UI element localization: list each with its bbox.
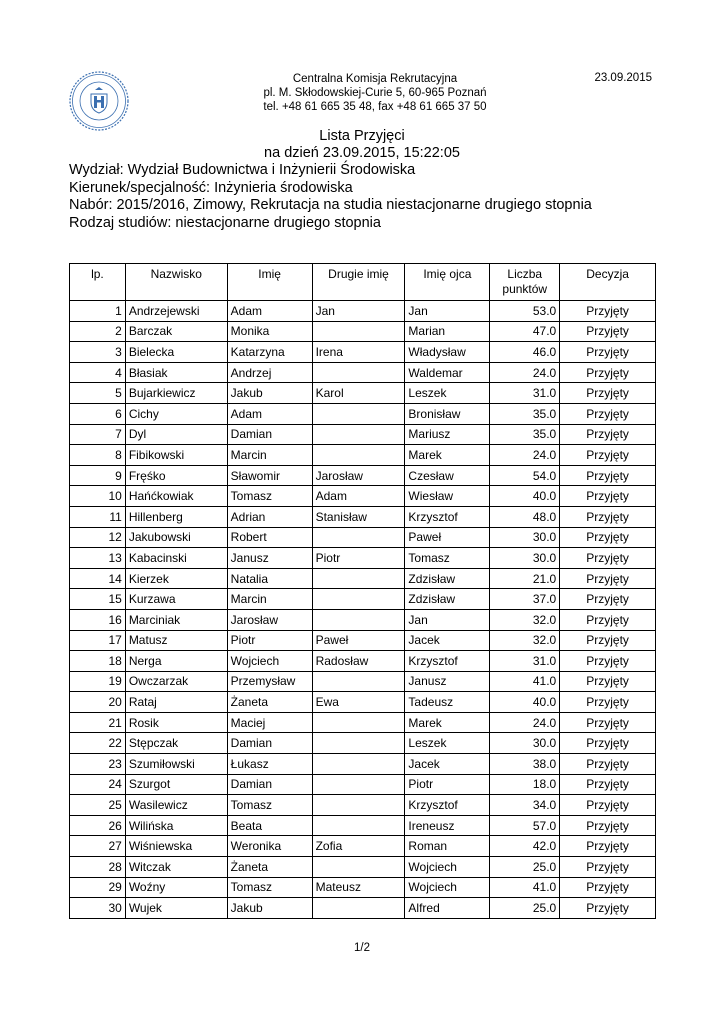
cell-lp: 25 bbox=[70, 795, 126, 816]
cell-lp: 22 bbox=[70, 733, 126, 754]
cell-lp: 1 bbox=[70, 301, 126, 322]
table-row bbox=[70, 692, 656, 713]
cell-drugie-imie bbox=[312, 609, 405, 630]
cell-decyzja: Przyjęty bbox=[560, 548, 656, 569]
cell-nazwisko: Nerga bbox=[125, 651, 227, 672]
cell-liczba-punktow: 37.0 bbox=[490, 589, 560, 610]
cell-drugie-imie: Piotr bbox=[312, 548, 405, 569]
cell-nazwisko: Barczak bbox=[125, 321, 227, 342]
table-row bbox=[70, 465, 656, 486]
table-row bbox=[70, 424, 656, 445]
cell-lp: 13 bbox=[70, 548, 126, 569]
cell-liczba-punktow: 30.0 bbox=[490, 548, 560, 569]
cell-nazwisko: Rataj bbox=[125, 692, 227, 713]
cell-imie: Adrian bbox=[227, 506, 312, 527]
cell-imie: Przemysław bbox=[227, 671, 312, 692]
cell-nazwisko: Kabacinski bbox=[125, 548, 227, 569]
cell-nazwisko: Fibikowski bbox=[125, 445, 227, 466]
cell-decyzja: Przyjęty bbox=[560, 424, 656, 445]
cell-imie: Łukasz bbox=[227, 754, 312, 775]
cell-liczba-punktow: 24.0 bbox=[490, 712, 560, 733]
table-row bbox=[70, 795, 656, 816]
cell-imie: Wojciech bbox=[227, 651, 312, 672]
cell-liczba-punktow: 30.0 bbox=[490, 733, 560, 754]
cell-drugie-imie bbox=[312, 527, 405, 548]
table-row bbox=[70, 342, 656, 363]
cell-lp: 26 bbox=[70, 815, 126, 836]
cell-liczba-punktow: 30.0 bbox=[490, 527, 560, 548]
cell-decyzja: Przyjęty bbox=[560, 321, 656, 342]
cell-lp: 30 bbox=[70, 898, 126, 919]
table-row bbox=[70, 651, 656, 672]
cell-drugie-imie: Zofia bbox=[312, 836, 405, 857]
university-seal-icon bbox=[68, 70, 130, 132]
cell-imie: Damian bbox=[227, 774, 312, 795]
cell-decyzja: Przyjęty bbox=[560, 445, 656, 466]
institution-header bbox=[210, 72, 540, 114]
document-title bbox=[0, 128, 724, 162]
table-row bbox=[70, 486, 656, 507]
cell-nazwisko: Bielecka bbox=[125, 342, 227, 363]
cell-imie-ojca: Marian bbox=[405, 321, 490, 342]
cell-drugie-imie bbox=[312, 403, 405, 424]
cell-drugie-imie bbox=[312, 445, 405, 466]
cell-liczba-punktow: 38.0 bbox=[490, 754, 560, 775]
cell-imie-ojca: Leszek bbox=[405, 733, 490, 754]
cell-drugie-imie: Ewa bbox=[312, 692, 405, 713]
cell-imie-ojca: Wiesław bbox=[405, 486, 490, 507]
cell-nazwisko: Owczarzak bbox=[125, 671, 227, 692]
table-row bbox=[70, 506, 656, 527]
table-row bbox=[70, 877, 656, 898]
cell-nazwisko: Fręśko bbox=[125, 465, 227, 486]
cell-nazwisko: Dyl bbox=[125, 424, 227, 445]
cell-drugie-imie: Irena bbox=[312, 342, 405, 363]
table-row bbox=[70, 898, 656, 919]
cell-decyzja: Przyjęty bbox=[560, 651, 656, 672]
cell-nazwisko: Kurzawa bbox=[125, 589, 227, 610]
cell-imie: Jarosław bbox=[227, 609, 312, 630]
cell-decyzja: Przyjęty bbox=[560, 589, 656, 610]
cell-imie-ojca: Mariusz bbox=[405, 424, 490, 445]
cell-decyzja: Przyjęty bbox=[560, 898, 656, 919]
cell-imie: Marcin bbox=[227, 445, 312, 466]
cell-nazwisko: Matusz bbox=[125, 630, 227, 651]
cell-imie-ojca: Paweł bbox=[405, 527, 490, 548]
cell-liczba-punktow: 24.0 bbox=[490, 445, 560, 466]
cell-imie-ojca: Czesław bbox=[405, 465, 490, 486]
table-row bbox=[70, 712, 656, 733]
cell-decyzja: Przyjęty bbox=[560, 754, 656, 775]
cell-imie: Żaneta bbox=[227, 692, 312, 713]
cell-lp: 4 bbox=[70, 362, 126, 383]
cell-nazwisko: Szurgot bbox=[125, 774, 227, 795]
institution-address: pl. M. Skłodowskiej-Curie 5, 60-965 Poznań bbox=[263, 87, 487, 99]
table-row bbox=[70, 403, 656, 424]
cell-drugie-imie bbox=[312, 898, 405, 919]
cell-decyzja: Przyjęty bbox=[560, 877, 656, 898]
cell-nazwisko: Woźny bbox=[125, 877, 227, 898]
cell-decyzja: Przyjęty bbox=[560, 486, 656, 507]
header-nazwisko: Nazwisko bbox=[125, 264, 227, 301]
title-line1: Lista Przyjęci bbox=[319, 128, 405, 144]
cell-imie-ojca: Piotr bbox=[405, 774, 490, 795]
cell-decyzja: Przyjęty bbox=[560, 857, 656, 878]
cell-imie: Tomasz bbox=[227, 486, 312, 507]
cell-imie-ojca: Jacek bbox=[405, 630, 490, 651]
table-row bbox=[70, 774, 656, 795]
cell-nazwisko: Wasilewicz bbox=[125, 795, 227, 816]
cell-drugie-imie bbox=[312, 568, 405, 589]
cell-decyzja: Przyjęty bbox=[560, 403, 656, 424]
table-row bbox=[70, 671, 656, 692]
cell-imie: Sławomir bbox=[227, 465, 312, 486]
table-header-row bbox=[70, 264, 656, 301]
cell-liczba-punktow: 41.0 bbox=[490, 671, 560, 692]
cell-lp: 23 bbox=[70, 754, 126, 775]
table-row bbox=[70, 589, 656, 610]
cell-nazwisko: Rosik bbox=[125, 712, 227, 733]
cell-liczba-punktow: 21.0 bbox=[490, 568, 560, 589]
cell-lp: 18 bbox=[70, 651, 126, 672]
page-number: 1/2 bbox=[354, 942, 370, 954]
cell-lp: 3 bbox=[70, 342, 126, 363]
cell-lp: 2 bbox=[70, 321, 126, 342]
recruitment-info bbox=[69, 162, 592, 232]
cell-decyzja: Przyjęty bbox=[560, 568, 656, 589]
cell-liczba-punktow: 25.0 bbox=[490, 857, 560, 878]
cell-decyzja: Przyjęty bbox=[560, 383, 656, 404]
cell-liczba-punktow: 25.0 bbox=[490, 898, 560, 919]
cell-liczba-punktow: 57.0 bbox=[490, 815, 560, 836]
cell-imie: Janusz bbox=[227, 548, 312, 569]
cell-decyzja: Przyjęty bbox=[560, 465, 656, 486]
cell-drugie-imie: Adam bbox=[312, 486, 405, 507]
cell-liczba-punktow: 42.0 bbox=[490, 836, 560, 857]
cell-liczba-punktow: 48.0 bbox=[490, 506, 560, 527]
institution-name: Centralna Komisja Rekrutacyjna bbox=[292, 73, 458, 85]
cell-nazwisko: Marciniak bbox=[125, 609, 227, 630]
cell-drugie-imie bbox=[312, 857, 405, 878]
cell-nazwisko: Cichy bbox=[125, 403, 227, 424]
cell-drugie-imie bbox=[312, 362, 405, 383]
cell-drugie-imie: Jan bbox=[312, 301, 405, 322]
cell-nazwisko: Hillenberg bbox=[125, 506, 227, 527]
cell-imie-ojca: Jan bbox=[405, 609, 490, 630]
cell-drugie-imie bbox=[312, 733, 405, 754]
table-row bbox=[70, 362, 656, 383]
cell-lp: 14 bbox=[70, 568, 126, 589]
cell-decyzja: Przyjęty bbox=[560, 342, 656, 363]
cell-liczba-punktow: 40.0 bbox=[490, 486, 560, 507]
cell-drugie-imie bbox=[312, 754, 405, 775]
header-imie-ojca: Imię ojca bbox=[405, 264, 490, 301]
cell-drugie-imie bbox=[312, 712, 405, 733]
cell-lp: 10 bbox=[70, 486, 126, 507]
cell-drugie-imie: Mateusz bbox=[312, 877, 405, 898]
cell-drugie-imie: Stanisław bbox=[312, 506, 405, 527]
cell-liczba-punktow: 32.0 bbox=[490, 609, 560, 630]
cell-liczba-punktow: 53.0 bbox=[490, 301, 560, 322]
cell-lp: 21 bbox=[70, 712, 126, 733]
cell-decyzja: Przyjęty bbox=[560, 362, 656, 383]
cell-lp: 7 bbox=[70, 424, 126, 445]
cell-imie: Jakub bbox=[227, 898, 312, 919]
cell-nazwisko: Jakubowski bbox=[125, 527, 227, 548]
cell-lp: 6 bbox=[70, 403, 126, 424]
cell-imie-ojca: Waldemar bbox=[405, 362, 490, 383]
table-row bbox=[70, 548, 656, 569]
cell-imie: Damian bbox=[227, 733, 312, 754]
cell-nazwisko: Wujek bbox=[125, 898, 227, 919]
cell-imie: Beata bbox=[227, 815, 312, 836]
cell-imie: Maciej bbox=[227, 712, 312, 733]
cell-drugie-imie bbox=[312, 815, 405, 836]
cell-imie: Weronika bbox=[227, 836, 312, 857]
cell-lp: 24 bbox=[70, 774, 126, 795]
cell-imie: Marcin bbox=[227, 589, 312, 610]
cell-imie: Tomasz bbox=[227, 795, 312, 816]
cell-decyzja: Przyjęty bbox=[560, 609, 656, 630]
cell-lp: 9 bbox=[70, 465, 126, 486]
cell-imie-ojca: Alfred bbox=[405, 898, 490, 919]
cell-decyzja: Przyjęty bbox=[560, 671, 656, 692]
cell-nazwisko: Andrzejewski bbox=[125, 301, 227, 322]
cell-imie-ojca: Krzysztof bbox=[405, 795, 490, 816]
cell-imie: Adam bbox=[227, 403, 312, 424]
cell-decyzja: Przyjęty bbox=[560, 301, 656, 322]
info-nabor: Nabór: 2015/2016, Zimowy, Rekrutacja na studia niestacjonarne drugiego stopnia bbox=[69, 197, 592, 213]
table-row bbox=[70, 568, 656, 589]
cell-imie: Katarzyna bbox=[227, 342, 312, 363]
table-row bbox=[70, 609, 656, 630]
cell-drugie-imie bbox=[312, 424, 405, 445]
cell-liczba-punktow: 35.0 bbox=[490, 424, 560, 445]
cell-imie-ojca: Krzysztof bbox=[405, 651, 490, 672]
cell-liczba-punktow: 34.0 bbox=[490, 795, 560, 816]
cell-nazwisko: Wilińska bbox=[125, 815, 227, 836]
cell-imie-ojca: Wojciech bbox=[405, 857, 490, 878]
cell-lp: 15 bbox=[70, 589, 126, 610]
header-decyzja: Decyzja bbox=[560, 264, 656, 301]
table-row bbox=[70, 445, 656, 466]
header-date: 23.09.2015 bbox=[594, 72, 652, 84]
cell-lp: 8 bbox=[70, 445, 126, 466]
cell-decyzja: Przyjęty bbox=[560, 506, 656, 527]
cell-liczba-punktow: 54.0 bbox=[490, 465, 560, 486]
cell-decyzja: Przyjęty bbox=[560, 774, 656, 795]
cell-imie-ojca: Wojciech bbox=[405, 877, 490, 898]
cell-nazwisko: Wiśniewska bbox=[125, 836, 227, 857]
cell-imie: Jakub bbox=[227, 383, 312, 404]
cell-imie-ojca: Krzysztof bbox=[405, 506, 490, 527]
cell-nazwisko: Bujarkiewicz bbox=[125, 383, 227, 404]
title-line2: na dzień 23.09.2015, 15:22:05 bbox=[264, 145, 460, 161]
cell-nazwisko: Błasiak bbox=[125, 362, 227, 383]
cell-imie: Żaneta bbox=[227, 857, 312, 878]
cell-decyzja: Przyjęty bbox=[560, 733, 656, 754]
cell-drugie-imie bbox=[312, 589, 405, 610]
cell-imie-ojca: Jan bbox=[405, 301, 490, 322]
cell-decyzja: Przyjęty bbox=[560, 692, 656, 713]
cell-imie: Robert bbox=[227, 527, 312, 548]
cell-lp: 11 bbox=[70, 506, 126, 527]
cell-drugie-imie: Karol bbox=[312, 383, 405, 404]
cell-imie-ojca: Tadeusz bbox=[405, 692, 490, 713]
cell-liczba-punktow: 31.0 bbox=[490, 651, 560, 672]
cell-imie-ojca: Marek bbox=[405, 445, 490, 466]
table-row bbox=[70, 857, 656, 878]
cell-lp: 29 bbox=[70, 877, 126, 898]
cell-nazwisko: Hańćkowiak bbox=[125, 486, 227, 507]
cell-imie-ojca: Marek bbox=[405, 712, 490, 733]
header-lp: lp. bbox=[70, 264, 126, 301]
cell-lp: 20 bbox=[70, 692, 126, 713]
cell-imie: Adam bbox=[227, 301, 312, 322]
cell-lp: 17 bbox=[70, 630, 126, 651]
table-row bbox=[70, 733, 656, 754]
cell-imie: Tomasz bbox=[227, 877, 312, 898]
table-row bbox=[70, 630, 656, 651]
table-row bbox=[70, 383, 656, 404]
table-row bbox=[70, 754, 656, 775]
cell-liczba-punktow: 18.0 bbox=[490, 774, 560, 795]
header-imie: Imię bbox=[227, 264, 312, 301]
table-row bbox=[70, 815, 656, 836]
cell-lp: 5 bbox=[70, 383, 126, 404]
cell-drugie-imie bbox=[312, 795, 405, 816]
cell-imie-ojca: Jacek bbox=[405, 754, 490, 775]
cell-lp: 19 bbox=[70, 671, 126, 692]
cell-lp: 28 bbox=[70, 857, 126, 878]
cell-imie-ojca: Bronisław bbox=[405, 403, 490, 424]
cell-drugie-imie: Radosław bbox=[312, 651, 405, 672]
cell-nazwisko: Szumiłowski bbox=[125, 754, 227, 775]
institution-phone: tel. +48 61 665 35 48, fax +48 61 665 37 50 bbox=[263, 101, 487, 113]
cell-imie-ojca: Janusz bbox=[405, 671, 490, 692]
cell-lp: 16 bbox=[70, 609, 126, 630]
cell-imie: Natalia bbox=[227, 568, 312, 589]
cell-drugie-imie bbox=[312, 774, 405, 795]
table-row bbox=[70, 301, 656, 322]
cell-decyzja: Przyjęty bbox=[560, 527, 656, 548]
cell-liczba-punktow: 40.0 bbox=[490, 692, 560, 713]
table-row bbox=[70, 527, 656, 548]
cell-drugie-imie bbox=[312, 321, 405, 342]
table-row bbox=[70, 321, 656, 342]
cell-drugie-imie: Jarosław bbox=[312, 465, 405, 486]
cell-imie-ojca: Ireneusz bbox=[405, 815, 490, 836]
cell-decyzja: Przyjęty bbox=[560, 795, 656, 816]
cell-imie-ojca: Władysław bbox=[405, 342, 490, 363]
cell-imie: Andrzej bbox=[227, 362, 312, 383]
admission-table bbox=[69, 263, 656, 919]
cell-imie: Damian bbox=[227, 424, 312, 445]
header-liczba-punktow: Liczba punktów bbox=[490, 264, 560, 301]
cell-imie-ojca: Zdzisław bbox=[405, 568, 490, 589]
cell-imie-ojca: Leszek bbox=[405, 383, 490, 404]
cell-decyzja: Przyjęty bbox=[560, 630, 656, 651]
cell-imie-ojca: Roman bbox=[405, 836, 490, 857]
cell-liczba-punktow: 24.0 bbox=[490, 362, 560, 383]
cell-nazwisko: Witczak bbox=[125, 857, 227, 878]
cell-lp: 12 bbox=[70, 527, 126, 548]
cell-decyzja: Przyjęty bbox=[560, 712, 656, 733]
info-rodzaj: Rodzaj studiów: niestacjonarne drugiego stopnia bbox=[69, 214, 381, 231]
info-kierunek: Kierunek/specjalność: Inżynieria środowiska bbox=[69, 179, 353, 196]
cell-liczba-punktow: 47.0 bbox=[490, 321, 560, 342]
cell-nazwisko: Stępczak bbox=[125, 733, 227, 754]
cell-imie-ojca: Zdzisław bbox=[405, 589, 490, 610]
cell-decyzja: Przyjęty bbox=[560, 815, 656, 836]
info-wydzial: Wydział: Wydział Budownictwa i Inżynierii Środowiska bbox=[69, 162, 416, 178]
table-row bbox=[70, 836, 656, 857]
cell-decyzja: Przyjęty bbox=[560, 836, 656, 857]
cell-drugie-imie bbox=[312, 671, 405, 692]
cell-liczba-punktow: 31.0 bbox=[490, 383, 560, 404]
cell-imie-ojca: Tomasz bbox=[405, 548, 490, 569]
cell-liczba-punktow: 32.0 bbox=[490, 630, 560, 651]
cell-nazwisko: Kierzek bbox=[125, 568, 227, 589]
cell-drugie-imie: Paweł bbox=[312, 630, 405, 651]
cell-lp: 27 bbox=[70, 836, 126, 857]
header-drugie-imie: Drugie imię bbox=[312, 264, 405, 301]
cell-imie: Piotr bbox=[227, 630, 312, 651]
cell-imie: Monika bbox=[227, 321, 312, 342]
cell-liczba-punktow: 41.0 bbox=[490, 877, 560, 898]
cell-liczba-punktow: 35.0 bbox=[490, 403, 560, 424]
cell-liczba-punktow: 46.0 bbox=[490, 342, 560, 363]
